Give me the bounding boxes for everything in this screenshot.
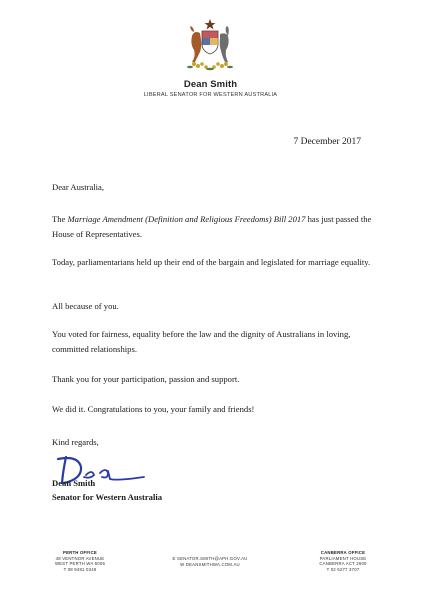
paragraph-we-did-it: We did it. Congratulations to you, your family and friends! [52,404,255,414]
closing: Kind regards, [52,437,99,447]
paragraph-text: The [52,214,68,224]
perth-phone: T 08 9481 0349 [63,566,97,572]
perth-office-title: PERTH OFFICE [63,550,97,555]
canberra-office-title: CANBERRA OFFICE [320,550,366,555]
signatory-role: Senator for Western Australia [52,492,163,502]
paragraph-bill-passed [52,212,372,242]
paragraph-text: has just passed the House of Representatives. [52,214,372,239]
salutation: Dear Australia, [52,182,105,192]
canberra-phone: T 02 6277 3707 [326,566,360,572]
canberra-address-line1: PARLIAMENT HOUSE [319,555,367,561]
footer-perth-office [20,550,140,572]
letter-date: 7 December 2017 [293,137,361,147]
contact-email: E SENATOR.SMITH@APH.GOV.AU [172,556,248,561]
coat-of-arms-emblem [178,18,242,74]
paragraph-thank-you: Thank you for your participation, passion and support. [52,374,240,384]
contact-website: W DEANSMITHWA.COM.AU [180,561,240,567]
paragraph-legislated: Today, parliamentarians held up their end of the bargain and legislated for marriage equality. [52,257,371,267]
letterhead-name: Dean Smith [183,79,238,90]
bill-title: Marriage Amendment (Definition and Religious Freedoms) Bill 2017 [67,214,306,224]
paragraph-because-of-you: All because of you. [52,301,119,311]
signatory-name: Dean Smith [52,478,96,488]
paragraph-voted: You voted for fairness, equality before the law and the dignity of Australians in loving, committed relationships. [52,329,351,354]
canberra-address-line2: CANBERRA ACT 2600 [319,561,367,566]
perth-address-line2: WEST PERTH WA 6005 [54,561,106,566]
perth-address-line1: 48 VENTNOR AVENUE [55,555,105,561]
letterhead-title: LIBERAL SENATOR FOR WESTERN AUSTRALIA [143,92,278,98]
footer-canberra-office [283,550,403,572]
footer-contact [150,556,270,567]
